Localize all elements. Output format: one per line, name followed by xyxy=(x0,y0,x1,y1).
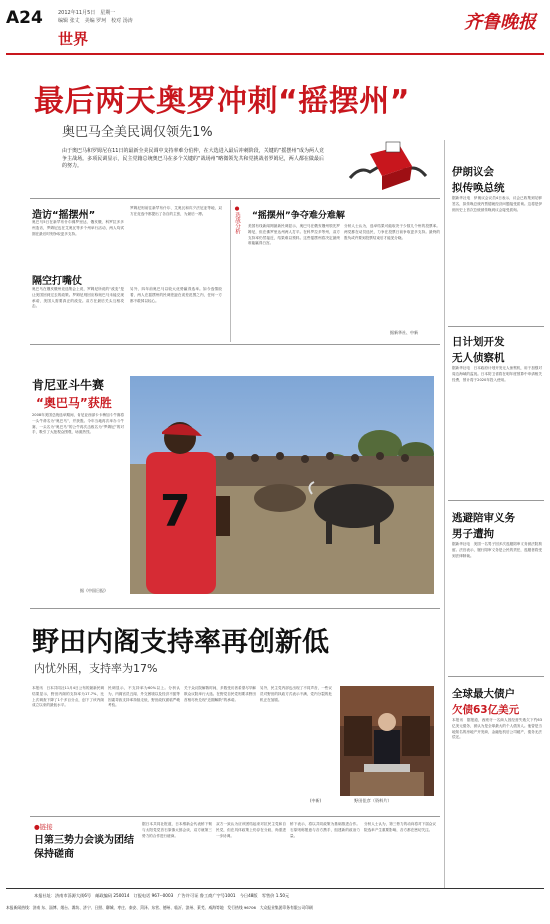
section-rule-2 xyxy=(30,608,440,609)
noda-photo xyxy=(340,686,434,796)
sidebar-rule-3 xyxy=(448,676,544,677)
editor-line: 编辑 张丈 美编 罗珂 校对 汤涛 xyxy=(58,18,133,24)
sidebar-jury-text: 据新华社电 美国一名男子因多次逃避陪审义务被法院拘留。法官表示，履行陪审义务是公民的责任，逃避者将受到法律制裁。 xyxy=(452,542,542,558)
column-rule xyxy=(230,200,231,342)
date-line: 2012年11月5日 星期一 xyxy=(58,10,116,16)
link-tag: ●链接 xyxy=(34,823,53,831)
masthead-rule xyxy=(6,53,544,55)
lead-headline: 最后两天奥罗冲刺“摇摆州” xyxy=(34,84,410,119)
third-force-headline: 日第三势力会谈为团结保持磋商 xyxy=(34,835,134,860)
footer-line-1: 本报社址：济南市泺源大街6号 邮政编码 250014 订报电话 967--0003 广告许可证 鲁工商广字号1001 今日48版 零售价 1.50元 xyxy=(34,893,290,898)
sidebar-rule-1 xyxy=(448,326,544,327)
analysis-title: “摇摆州”争夺难分难解 xyxy=(252,211,345,221)
sidebar-rule-2 xyxy=(448,500,544,501)
kenya-headline-2: “奥巴马”获胜 xyxy=(36,396,112,410)
lead-col1b-text: 奥巴马在俄亥俄州竞选集会上说，罗姆尼所说的“改变”是让美国回到过去的政策。罗姆尼则回应称奥巴马未能兑现承诺，美国人需要真正的改变。双方在最后关头互相攻击。 xyxy=(32,287,124,309)
sidebar-debtor-title-2: 欠债63亿美元 xyxy=(452,704,520,716)
section-rule-3 xyxy=(30,816,440,817)
section-rule-1 xyxy=(30,344,440,345)
kenya-text: 2008年美国总统选举期间，肯尼亚西部卡卡梅加斗牛赛将一头牛命名为“奥巴马”，并获胜。今年当地再次举办斗牛赛，一头名为“奥巴马”的公牛再次击败名为“罗姆尼”的对手，吸引了大批观众围观，场面热烈。 xyxy=(32,413,124,435)
footer-rule xyxy=(6,888,544,889)
bullfight-photo xyxy=(130,376,434,594)
sidebar-debtor-title-1: 全球最大债户 xyxy=(452,688,515,700)
sidebar-debtor-text: 本报讯 据报道，西班牙一名商人因经营失败欠下约63亿美元债务，被认为是全球最大的个人债务人。他曾是当地知名的房地产开发商，金融危机后公司破产，债务无法偿还。 xyxy=(452,718,542,740)
kenya-credit: 据《中国日报》 xyxy=(80,588,108,593)
japan-col4: 另外，民主党内部也出现了不同声音，一些议员对野田的执政方式表示不满，党内分裂的危机正在加剧。 xyxy=(260,686,332,702)
lead-col2-text: 罗姆尼则前往新罕布什尔、艾奥瓦和宾夕法尼亚等地，双方在竞选中都提出了各自的主张，为最后一搏。 xyxy=(130,206,222,216)
lead-subhead: 奥巴马全美民调仅领先1% xyxy=(62,125,213,140)
newspaper-logo: 齐鲁晚报 xyxy=(464,12,536,33)
sidebar-japan-drone-text: 据新华社电 日本政府计划开发无人侦察机，用于加强对周边海域的监视。日本防卫省将在明年度预算中申请相关经费，预计将于2020年投入使用。 xyxy=(452,366,542,382)
japan-col1: 本报讯 日本共同社11月4日公布的最新民调结果显示，野田内阁的支持率为17.7%，比上次调查下降了1个多百分点，创下了该内阁成立以来的最低水平。 xyxy=(32,686,104,708)
lead-col2b-text: 另外，四年前奥巴马以较大优势赢得选举。如今选情胶着，两人在摇摆州的民调差距在误差范围之内，任何一方都不敢掉以轻心。 xyxy=(130,287,222,303)
lead-intro: 由于奥巴马和罗姆尼在11日的最新全美民调中支持率难分伯仲，在大选进入最后冲刺阶段，关键的“摇摆州”成为两人竞争主战场。多项民调显示，民主党籍总统奥巴马在多个关键的“战场州”略微领先共和党挑战者罗姆尼，两人都在做最后的努力。 xyxy=(62,148,324,170)
sidebar-japan-drone-title-1: 日计划开发 xyxy=(452,336,505,348)
sidebar-jury-title-1: 逃避陪审义务 xyxy=(452,512,515,524)
lead-rule xyxy=(30,198,440,199)
sidebar-iran-text: 据新华社电 伊朗议会议员4日表示，议会已收集到足够签名，拟传唤总统内贾德就经济问题接受质询。这将是伊朗历史上首次总统被传唤到议会接受质询。 xyxy=(452,196,542,212)
sidebar-jury-title-2: 男子遭拘 xyxy=(452,528,494,540)
sidebar-iran-title-2: 拟传唤总统 xyxy=(452,182,505,194)
kenya-headline: 肯尼亚斗牛赛 xyxy=(32,378,105,392)
sidebar-iran-title-1: 伊朗议会 xyxy=(452,166,494,178)
japan-col2: 民调显示，不支持率为60%以上。分析认为，内阁官员丑闻、外交困境以及经济不振等因素导致支持率持续走低，野田政权面临严峻考验。 xyxy=(108,686,180,708)
svg-text:7: 7 xyxy=(160,486,191,537)
bottom-col1: 据日本共同社报道，日本维新会代表桥下彻与太阳党党首石原慎太郎会谈，双方就第三势力的合作进行磋商。 xyxy=(142,822,212,838)
analysis-col2: 分析人士认为，选举结果可能取决于少数几个州的投票率。两党都在动员选民，力争在投票日前争取更多支持。最终的胜负或许要到投票结束后才能见分晓。 xyxy=(344,224,440,240)
japan-col3: 关于众议院解散时间，多数受访者希望尽早解散众议院举行大选。在野党自民党则要求野田首相尽快兑现“近期解散”的承诺。 xyxy=(184,686,256,702)
kicker-visit-swing-states: 造访“摇摆州” xyxy=(32,210,96,221)
bottom-col4: 分析人士认为，第三势力的动向将对下届众议院选举产生重要影响，各方都在密切关注。 xyxy=(364,822,436,832)
lead-col1-text: 奥巴马5日在新罕布什尔佛罗里达、俄亥俄、科罗拉多多州造访，罗姆尼也在艾奥瓦等多个州举行活动，两人均试图在最后时刻争取更多支持。 xyxy=(32,220,124,236)
analysis-col1: 美国有线新闻网最新民调显示，奥巴马在俄亥俄州领先罗姆尼，但在佛罗里达州两人打平。在科罗拉多等州，双方支持率仍然接近，结果难以预料。这些摇摆州将决定最终谁能赢得白宫。 xyxy=(248,224,340,246)
japan-headline: 野田内阁支持率再创新低 xyxy=(32,627,329,658)
bottom-col3: 桥下表示，将以共同政策为基础推进合作。石原则称愿意与各方携手，组建新的政治力量。 xyxy=(290,822,360,838)
noda-caption: 野田佳彦（资料片） xyxy=(354,798,392,803)
section-label: 世界 xyxy=(58,30,89,48)
kicker-trading-barbs: 隔空打嘴仗 xyxy=(32,276,82,287)
sidebar-japan-drone-title-2: 无人侦察机 xyxy=(452,352,505,364)
analysis-byline: 据新华社、中新 xyxy=(390,330,418,335)
bottom-col2: 双方一致认为应该团结起来对抗民主党和自民党，但在具体政策上仍存在分歧，尚需进一步协调。 xyxy=(216,822,286,838)
japan-subhead: 内忧外困，支持率为17% xyxy=(34,662,158,675)
sidebar-rule xyxy=(444,140,445,888)
footer-line-2: 本报新闻热线：济南 东、淄博、烟台、潍坊、济宁、日照、聊城、枣庄、泰安、菏泽、东营、德州、临沂、滨州、莱芜、威海等地 发行热线 96706 大众报业集团印务有限公司印刷 xyxy=(6,905,313,910)
page-number: A24 xyxy=(6,8,43,28)
japan-byline: (中新) xyxy=(310,798,322,803)
side-label-analysis: ●选战分析 xyxy=(234,206,240,234)
ballot-illustration xyxy=(340,136,436,194)
